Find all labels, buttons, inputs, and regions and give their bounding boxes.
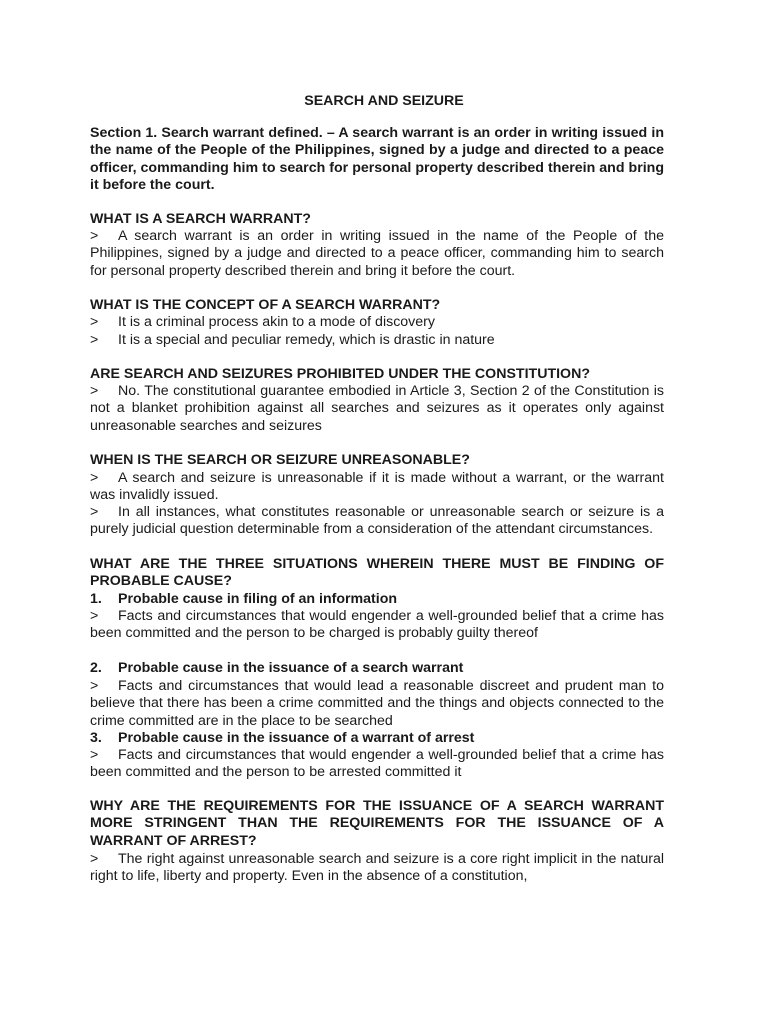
- item-label: Probable cause in the issuance of a search warrant: [118, 660, 464, 676]
- answer-text: A search and seizure is unreasonable if it is made without a warrant, or the warrant was invalidly issued.: [90, 470, 664, 504]
- item-text: Facts and circumstances that would lead a reasonable discreet and prudent man to believe that there has been a crime committed and the things and objects connected to the crime committed are in the place to be searched: [90, 678, 664, 729]
- answer-text: In all instances, what constitutes reasonable or unreasonable search or seizure is a purely judicial question determinable from a consideration of the attendant circumstances.: [90, 504, 664, 538]
- answer-text: A search warrant is an order in writing issued in the name of the People of the Philippines, signed by a judge and directed to a peace officer, commanding him to search for personal property described therein and bring it before the court.: [90, 228, 664, 279]
- question-heading-6: WHY ARE THE REQUIREMENTS FOR THE ISSUANCE OF A SEARCH WARRANT MORE STRINGENT THAN THE REQUIREMENTS FOR THE ISSUANCE OF A WARRANT OF ARREST?: [90, 798, 664, 849]
- question-heading-4: WHEN IS THE SEARCH OR SEIZURE UNREASONABLE?: [90, 452, 470, 468]
- answer-4-item-1: [90, 470, 664, 505]
- bullet-marker: >: [90, 314, 99, 330]
- answer-text: No. The constitutional guarantee embodied in Article 3, Section 2 of the Constitution is not a blanket prohibition against all searches and seizures as it operates only against unreasonable searches and seizures: [90, 383, 664, 434]
- answer-6: [90, 851, 664, 886]
- answer-2-item-2: [90, 332, 664, 349]
- answer-4-item-2: [90, 504, 664, 539]
- item-label: Probable cause in filing of an information: [118, 591, 398, 607]
- item-text: Facts and circumstances that would engender a well-grounded belief that a crime has been committed and the person to be charged is probably guilty thereof: [90, 608, 664, 642]
- item-number: 2.: [90, 660, 102, 676]
- probable-cause-text-1: [90, 608, 664, 643]
- item-label: Probable cause in the issuance of a warrant of arrest: [118, 730, 475, 746]
- question-heading-1: WHAT IS A SEARCH WARRANT?: [90, 211, 311, 227]
- probable-cause-text-3: [90, 747, 664, 782]
- item-number: 1.: [90, 591, 102, 607]
- answer-3: [90, 383, 664, 435]
- answer-2-item-1: [90, 314, 664, 331]
- page-title: SEARCH AND SEIZURE: [304, 93, 464, 109]
- probable-cause-label-2: [90, 660, 664, 677]
- answer-1: [90, 228, 664, 280]
- question-heading-2: WHAT IS THE CONCEPT OF A SEARCH WARRANT?: [90, 297, 441, 313]
- bullet-marker: >: [90, 383, 99, 399]
- item-text: Facts and circumstances that would engender a well-grounded belief that a crime has been committed and the person to be arrested committed it: [90, 747, 664, 781]
- bullet-marker: >: [90, 851, 99, 867]
- bullet-marker: >: [90, 504, 99, 520]
- probable-cause-label-3: [90, 730, 664, 747]
- bullet-marker: >: [90, 470, 99, 486]
- bullet-marker: >: [90, 608, 99, 624]
- bullet-marker: >: [90, 678, 99, 694]
- probable-cause-label-1: [90, 591, 664, 608]
- bullet-marker: >: [90, 747, 99, 763]
- answer-text: It is a special and peculiar remedy, which is drastic in nature: [118, 332, 495, 348]
- bullet-marker: >: [90, 332, 99, 348]
- bullet-marker: >: [90, 228, 99, 244]
- answer-text: It is a criminal process akin to a mode of discovery: [118, 314, 435, 330]
- answer-text: The right against unreasonable search and seizure is a core right implicit in the natural right to life, liberty and property. Even in the absence of a constitution,: [90, 851, 664, 885]
- probable-cause-text-2: [90, 678, 664, 730]
- section-1-definition: Section 1. Search warrant defined. – A search warrant is an order in writing issued in the name of the People of the Philippines, signed by a judge and directed to a peace officer, commanding him to search for personal property described therein and bring it before the court.: [90, 125, 664, 193]
- question-heading-3: ARE SEARCH AND SEIZURES PROHIBITED UNDER THE CONSTITUTION?: [90, 366, 590, 382]
- item-number: 3.: [90, 730, 102, 746]
- question-heading-5: WHAT ARE THE THREE SITUATIONS WHEREIN THERE MUST BE FINDING OF PROBABLE CAUSE?: [90, 556, 664, 590]
